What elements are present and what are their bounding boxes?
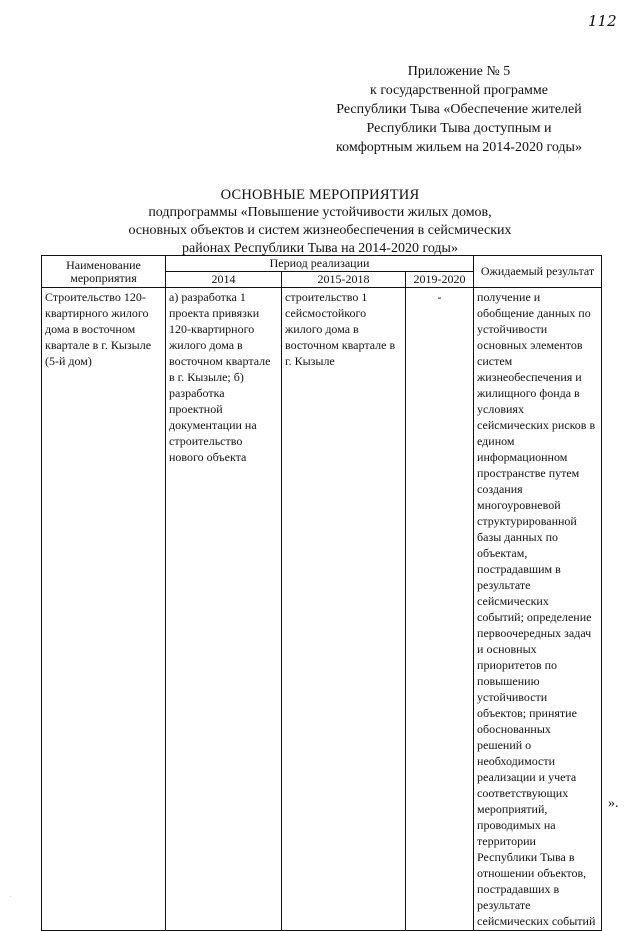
title-line: районах Республики Тыва на 2014-2020 годы»	[182, 241, 458, 256]
header-year-2015-2018: 2015-2018	[282, 272, 406, 288]
appendix-line: комфортным жильем на 2014-2020 годы»	[336, 140, 582, 155]
header-year-2019-2020: 2019-2020	[406, 272, 474, 288]
header-result: Ожидаемый результат	[474, 256, 602, 288]
measures-table	[41, 255, 602, 931]
appendix-line: Республики Тыва «Обеспечение жителей	[336, 102, 582, 117]
header-name: Наименование мероприятия	[42, 256, 166, 288]
cell-2019-2020: -	[406, 288, 474, 931]
appendix-line: Приложение № 5	[407, 64, 511, 79]
appendix-line: к государственной программе	[370, 83, 548, 98]
header-year-2014: 2014	[166, 272, 282, 288]
header-period: Период реализации	[166, 256, 474, 272]
table-row	[42, 288, 602, 931]
closing-quote: ».	[608, 796, 619, 811]
title-line: основных объектов и систем жизнеобеспечения в сейсмических	[128, 223, 512, 238]
document-title	[70, 186, 570, 258]
margin-mark: .	[10, 893, 12, 899]
cell-expected-result: получение и обобщение данных по устойчивости основных элементов систем жизнеобеспечения и жилищного фонда в условиях сейсмических рисков в едином информационном пространстве путем создания многоуровневой структурированной базы данных по объектам, пострадавшим в результате сейсмических событий; определение первоочередных задач и основных приоритетов по повышению устойчивости объектов; принятие обоснованных решений о необходимости реализации и учета соответствующих мероприятий, проводимых на территории Республики Тыва в отношении объектов, пострадавших в результате сейсмических событий	[474, 288, 602, 931]
appendix-block	[300, 62, 618, 157]
cell-measure-name: Строительство 120-квартирного жилого дома в восточном квартале в г. Кызыле (5-й дом)	[42, 288, 166, 931]
title-line: подпрограммы «Повышение устойчивости жилых домов,	[148, 205, 492, 220]
cell-2014: а) разработка 1 проекта привязки 120-квартирного жилого дома в восточном квартале в г. Кызыле; б) разработка проектной документации на строительство нового объекта	[166, 288, 282, 931]
cell-2015-2018: строительство 1 сейсмостойкого жилого дома в восточном квартале в г. Кызыле	[282, 288, 406, 931]
appendix-line: Республики Тыва доступным и	[366, 121, 552, 136]
title-heading: ОСНОВНЫЕ МЕРОПРИЯТИЯ	[220, 187, 420, 203]
handwritten-page-number: 112	[588, 12, 617, 30]
